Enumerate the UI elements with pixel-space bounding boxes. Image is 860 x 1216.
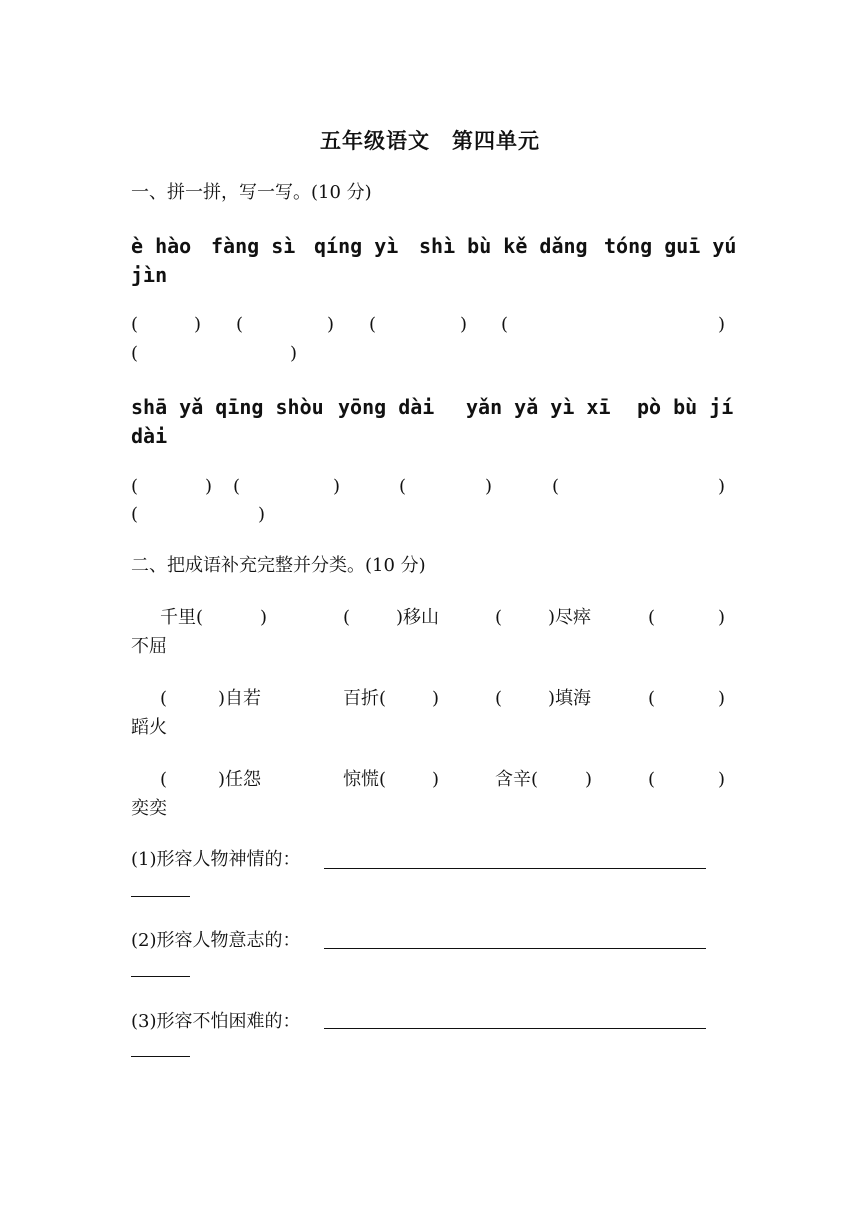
answer-paren-open: (: [131, 314, 139, 335]
pinyin-word: pò bù jí: [637, 395, 734, 419]
idiom-fragment: ): [718, 769, 726, 790]
idiom-fragment: 惊慌(: [343, 769, 387, 790]
answer-line[interactable]: [131, 1056, 190, 1057]
pinyin-word: yǎn yǎ yì xī: [466, 395, 611, 419]
pinyin-word: qíng yì: [314, 234, 399, 258]
answer-paren-open: (: [131, 343, 139, 364]
category-label: (1)形容人物神情的：: [131, 849, 301, 870]
answer-paren-close: ): [718, 476, 726, 497]
answer-paren-close: ): [327, 314, 335, 335]
idiom-fragment: (: [160, 769, 168, 790]
answer-paren-open: (: [131, 476, 139, 497]
answer-paren-open: (: [399, 476, 407, 497]
answer-line[interactable]: [131, 976, 190, 977]
idiom-fragment: (: [648, 688, 656, 709]
idiom-fragment: )填海: [548, 688, 592, 709]
pinyin-word: fàng sì: [211, 234, 296, 258]
pinyin-word: yōng dài: [338, 395, 435, 419]
answer-line[interactable]: [324, 948, 706, 949]
idiom-fragment: (: [495, 688, 503, 709]
pinyin-word: tóng guī yú: [604, 234, 737, 258]
pinyin-word: shì bù kě dǎng: [419, 234, 588, 258]
answer-paren-close: ): [194, 314, 202, 335]
idiom-fragment: ): [260, 607, 268, 628]
answer-paren-close: ): [460, 314, 468, 335]
idiom-fragment: (: [495, 607, 503, 628]
section-2-heading: 二、把成语补充完整并分类。(10 分): [131, 555, 426, 576]
answer-line[interactable]: [324, 868, 706, 869]
answer-line[interactable]: [324, 1028, 706, 1029]
idiom-fragment: ): [718, 688, 726, 709]
answer-paren-open: (: [501, 314, 509, 335]
idiom-fragment: ): [585, 769, 593, 790]
idiom-fragment: )任怨: [218, 769, 262, 790]
answer-paren-open: (: [233, 476, 241, 497]
idiom-fragment: )自若: [218, 688, 262, 709]
idiom-fragment: (: [648, 769, 656, 790]
pinyin-word: shā yǎ qīng shòu: [131, 395, 324, 419]
idiom-fragment: 含辛(: [495, 769, 539, 790]
idiom-fragment: (: [648, 607, 656, 628]
answer-paren-open: (: [131, 504, 139, 525]
page-title: 五年级语文 第四单元: [320, 128, 540, 153]
answer-paren-close: ): [718, 314, 726, 335]
idiom-fragment: 百折(: [343, 688, 387, 709]
answer-paren-open: (: [369, 314, 377, 335]
idiom-fragment: 不屈: [131, 636, 167, 657]
pinyin-word: è hào: [131, 234, 192, 258]
idiom-fragment: 千里(: [160, 607, 204, 628]
idiom-fragment: )尽瘁: [548, 607, 592, 628]
section-1-heading: 一、拼一拼，写一写。(10 分): [131, 182, 372, 203]
answer-paren-close: ): [258, 504, 266, 525]
answer-paren-close: ): [290, 343, 298, 364]
answer-paren-open: (: [236, 314, 244, 335]
category-label: (3)形容不怕困难的：: [131, 1011, 301, 1032]
idiom-fragment: 蹈火: [131, 717, 167, 738]
answer-paren-open: (: [552, 476, 560, 497]
answer-paren-close: ): [205, 476, 213, 497]
idiom-fragment: 奕奕: [131, 798, 167, 819]
pinyin-word: jìn: [131, 263, 168, 287]
idiom-fragment: (: [343, 607, 351, 628]
idiom-fragment: )移山: [396, 607, 440, 628]
answer-line[interactable]: [131, 896, 190, 897]
answer-paren-close: ): [485, 476, 493, 497]
idiom-fragment: ): [432, 688, 440, 709]
category-label: (2)形容人物意志的：: [131, 930, 301, 951]
pinyin-word: dài: [131, 424, 168, 448]
idiom-fragment: ): [432, 769, 440, 790]
idiom-fragment: (: [160, 688, 168, 709]
idiom-fragment: ): [718, 607, 726, 628]
answer-paren-close: ): [333, 476, 341, 497]
